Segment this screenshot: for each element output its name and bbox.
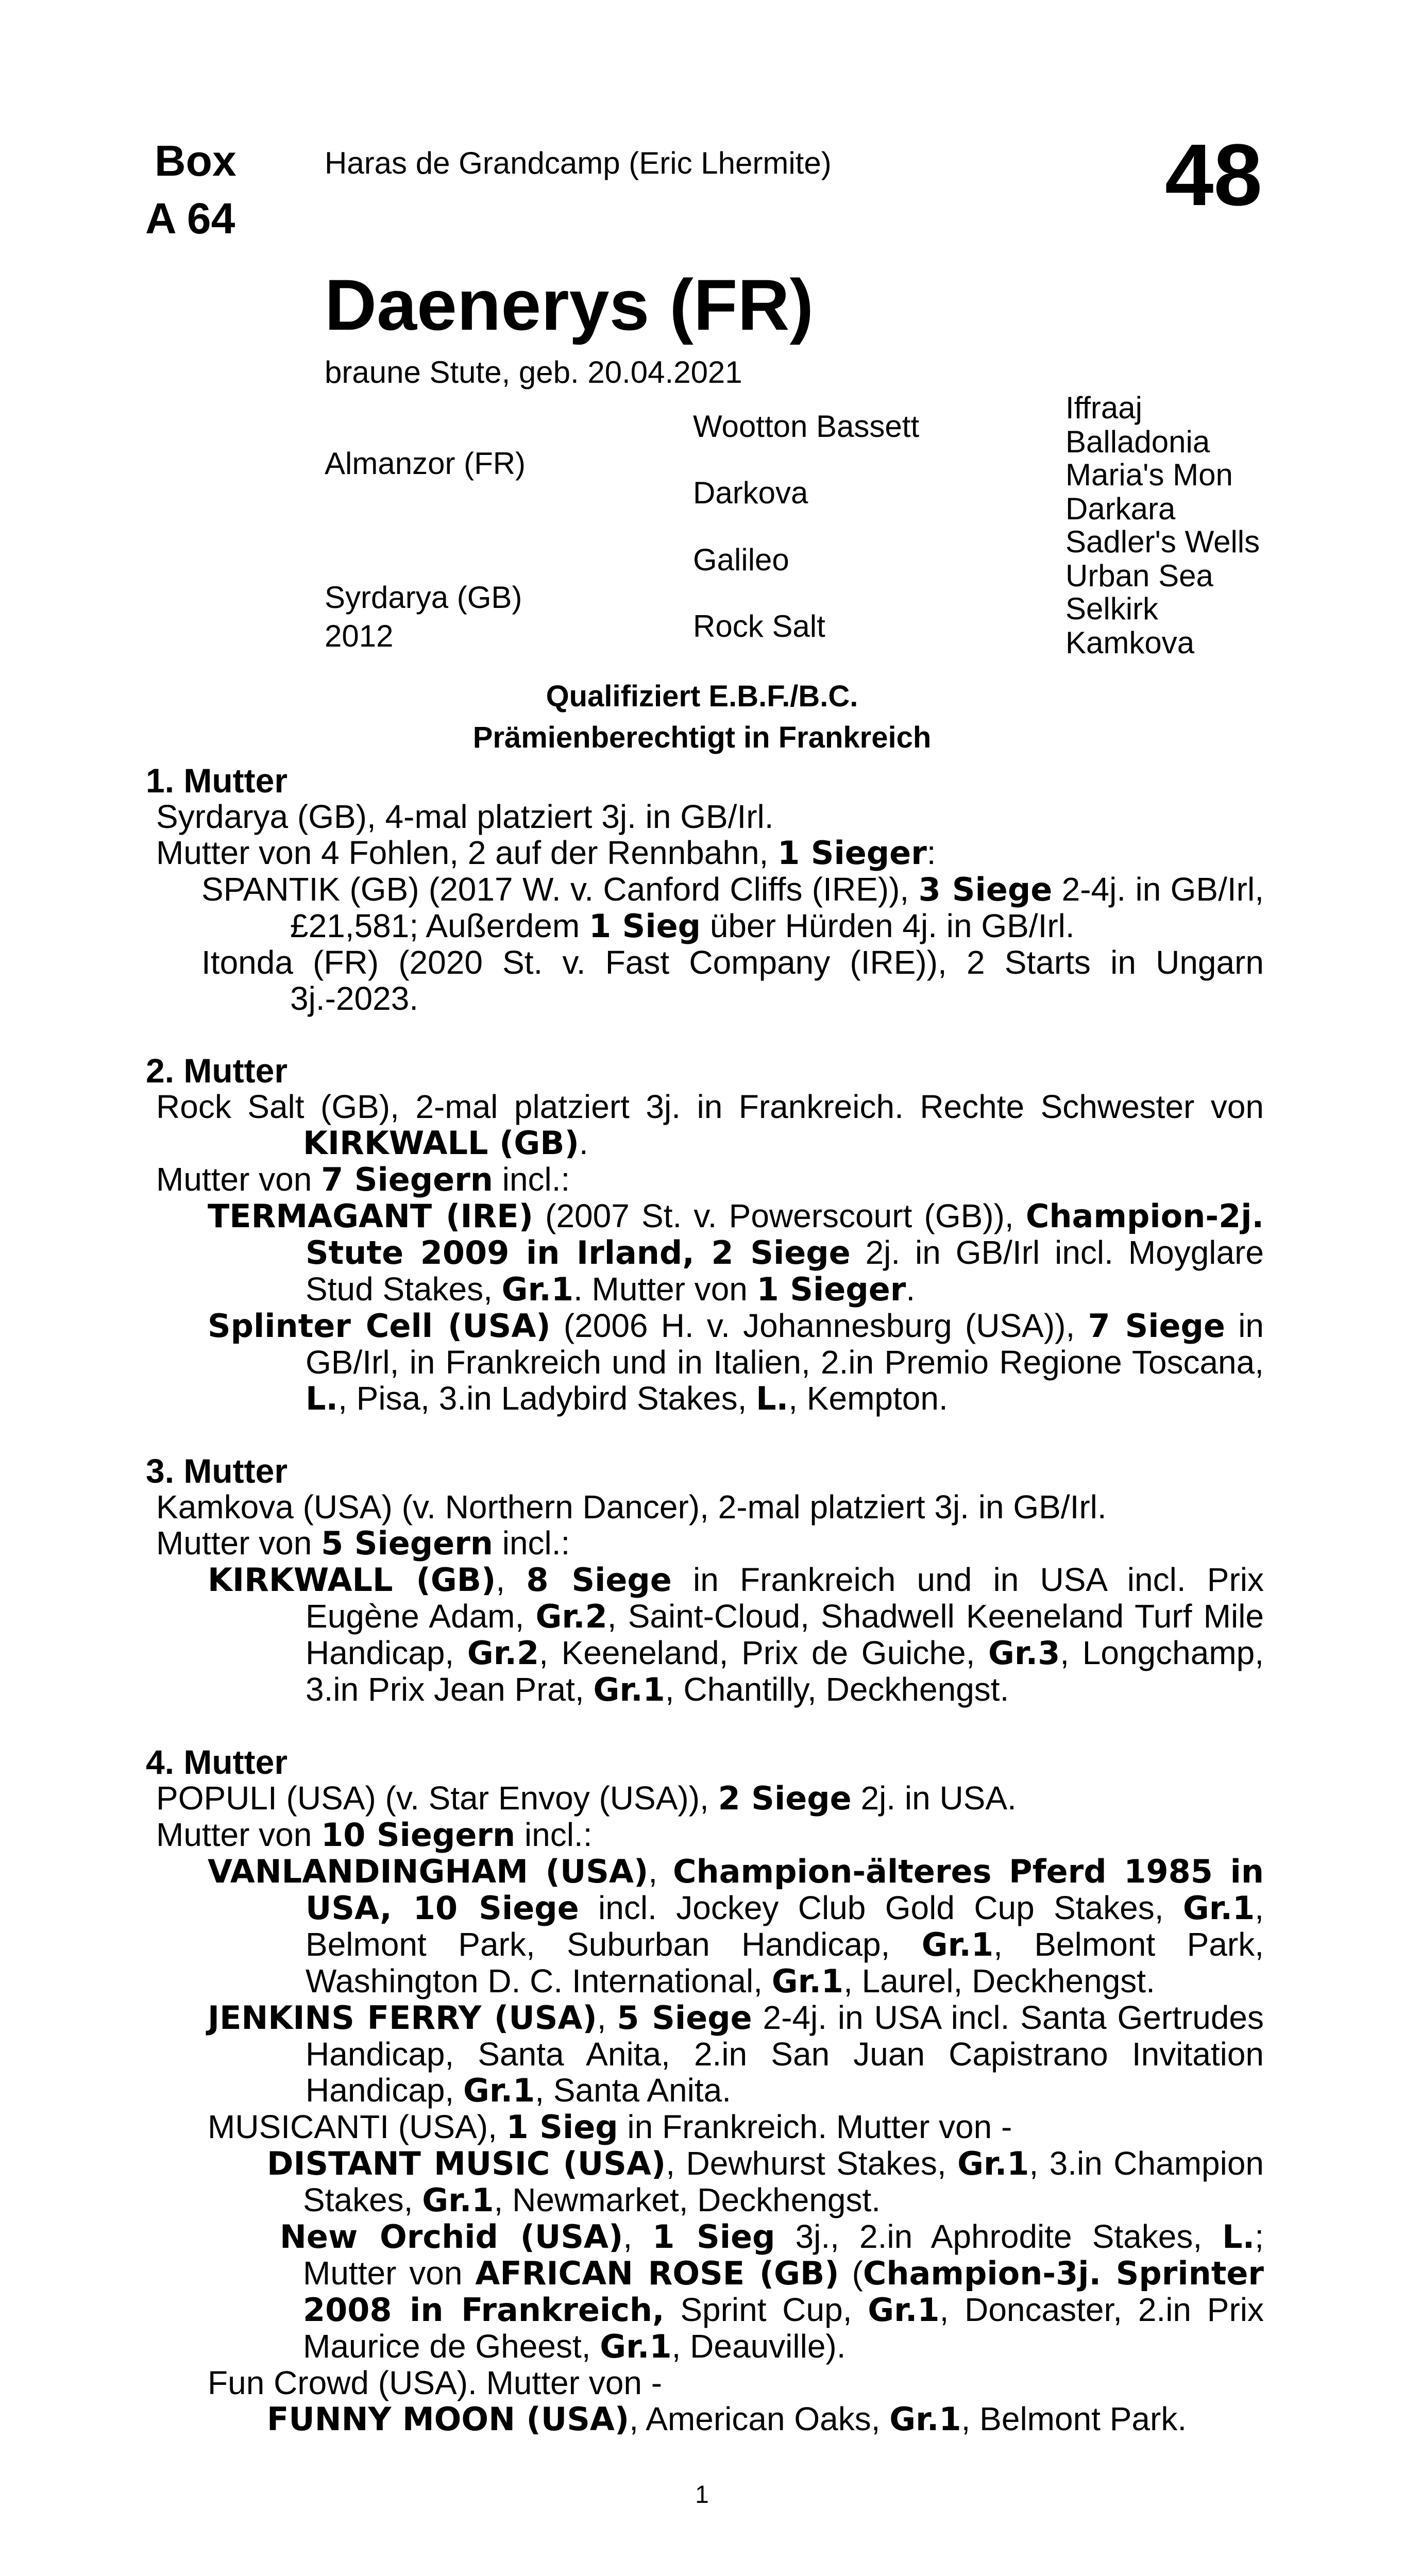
produce-summary: Mutter von 4 Fohlen, 2 auf der Rennbahn, 1 Sieger:: [156, 834, 936, 872]
dam: Syrdarya (GB): [325, 580, 522, 615]
produce-summary: Mutter von 10 Siegern incl.:: [156, 1816, 593, 1854]
produce-entry: Fun Crowd (USA). Mutter von -: [208, 2364, 662, 2401]
grandparent: Darkova: [693, 476, 808, 510]
produce-entry: TERMAGANT (IRE) (2007 St. v. Powerscourt (GB)), Champion-2j. Stute 2009 in Irland, 2 Siege 2j. in GB/Irl incl. Moyglare Stud Stakes, Gr.1. Mutter von 1 Sieger.: [208, 1197, 1264, 1308]
grandparent: Rock Salt: [693, 609, 825, 643]
produce-entry: Itonda (FR) (2020 St. v. Fast Company (IRE)), 2 Starts in Ungarn 3j.-2023.: [201, 944, 1264, 1017]
premium-eligibility: Prämienberechtigt in Frankreich: [472, 721, 932, 754]
produce-entry: VANLANDINGHAM (USA), Champion-älteres Pferd 1985 in USA, 10 Siege incl. Jockey Club Gold Cup Stakes, Gr.1, Belmont Park, Suburban Handicap, Gr.1, Belmont Park, Washington D. C. International, Gr.1, Laurel, Deckhengst.: [208, 1853, 1264, 2000]
produce-entry: DISTANT MUSIC (USA), Dewhurst Stakes, Gr.1, 3.in Champion Stakes, Gr.1, Newmarket, Deckhengst.: [267, 2145, 1264, 2219]
box-label: Box: [155, 137, 236, 185]
box-number: A 64: [145, 194, 235, 243]
produce-entry: KIRKWALL (GB), 8 Siege in Frankreich und in USA incl. Prix Eugène Adam, Gr.2, Saint-Cloud, Shadwell Keeneland Turf Mile Handicap, Gr.2, Keeneland, Prix de Guiche, Gr.3, Longchamp, 3.in Prix Jean Prat, Gr.1, Chantilly, Deckhengst.: [208, 1561, 1264, 1708]
grandparent: Wootton Bassett: [693, 409, 920, 444]
dam-summary: Syrdarya (GB), 4-mal platziert 3j. in GB/Irl.: [156, 798, 774, 835]
great-grandparent: Sadler's Wells: [1065, 524, 1260, 559]
owner: Haras de Grandcamp (Eric Lhermite): [325, 146, 832, 180]
section-title: 2. Mutter: [146, 1052, 288, 1090]
produce-entry: SPANTIK (GB) (2017 W. v. Canford Cliffs (IRE)), 3 Siege 2-4j. in GB/Irl, £21,581; Außerdem 1 Sieg über Hürden 4j. in GB/Irl.: [201, 871, 1264, 945]
page-number: 1: [695, 2481, 709, 2509]
great-grandparent: Kamkova: [1065, 625, 1195, 660]
great-grandparent: Urban Sea: [1065, 558, 1213, 593]
sire: Almanzor (FR): [325, 446, 526, 481]
produce-summary: Mutter von 7 Siegern incl.:: [156, 1161, 570, 1198]
horse-name: Daenerys (FR): [325, 264, 814, 345]
grandparent: Galileo: [693, 543, 789, 577]
produce-entry: FUNNY MOON (USA), American Oaks, Gr.1, Belmont Park.: [267, 2400, 1187, 2438]
section-title: 4. Mutter: [146, 1743, 288, 1781]
horse-description: braune Stute, geb. 20.04.2021: [325, 355, 742, 389]
dam-summary: POPULI (USA) (v. Star Envoy (USA)), 2 Siege 2j. in USA.: [156, 1780, 1017, 1817]
produce-entry: MUSICANTI (USA), 1 Sieg in Frankreich. Mutter von -: [208, 2108, 1012, 2146]
dam-year: 2012: [325, 619, 394, 653]
produce-summary: Mutter von 5 Siegern incl.:: [156, 1524, 570, 1562]
great-grandparent: Iffraaj: [1065, 391, 1142, 425]
qualification: Qualifiziert E.B.F./B.C.: [546, 680, 858, 713]
produce-entry: New Orchid (USA), 1 Sieg 3j., 2.in Aphrodite Stakes, L.; Mutter von AFRICAN ROSE (GB) (Champion-3j. Sprinter 2008 in Frankreich, Sprint Cup, Gr.1, Doncaster, 2.in Prix Maurice de Gheest, Gr.1, Deauville).: [280, 2218, 1264, 2365]
lot-number: 48: [1164, 126, 1262, 224]
great-grandparent: Selkirk: [1065, 591, 1159, 626]
produce-entry: JENKINS FERRY (USA), 5 Siege 2-4j. in USA incl. Santa Gertrudes Handicap, Santa Anita, 2.in San Juan Capistrano Invitation Handicap, Gr.1, Santa Anita.: [208, 1999, 1264, 2109]
section-title: 3. Mutter: [146, 1452, 288, 1490]
dam-line-content: [146, 762, 1264, 2437]
section-title: 1. Mutter: [146, 761, 288, 800]
dam-summary: Rock Salt (GB), 2-mal platziert 3j. in Frankreich. Rechte Schwester von KIRKWALL (GB).: [156, 1088, 1264, 1162]
great-grandparent: Darkara: [1065, 492, 1176, 526]
produce-entry: Splinter Cell (USA) (2006 H. v. Johannesburg (USA)), 7 Siege in GB/Irl, in Frankreich und in Italien, 2.in Premio Regione Toscana, L., Pisa, 3.in Ladybird Stakes, L., Kempton.: [208, 1307, 1264, 1417]
great-grandparent: Balladonia: [1065, 425, 1210, 459]
dam-summary: Kamkova (USA) (v. Northern Dancer), 2-mal platziert 3j. in GB/Irl.: [156, 1488, 1107, 1526]
great-grandparent: Maria's Mon: [1065, 457, 1233, 492]
